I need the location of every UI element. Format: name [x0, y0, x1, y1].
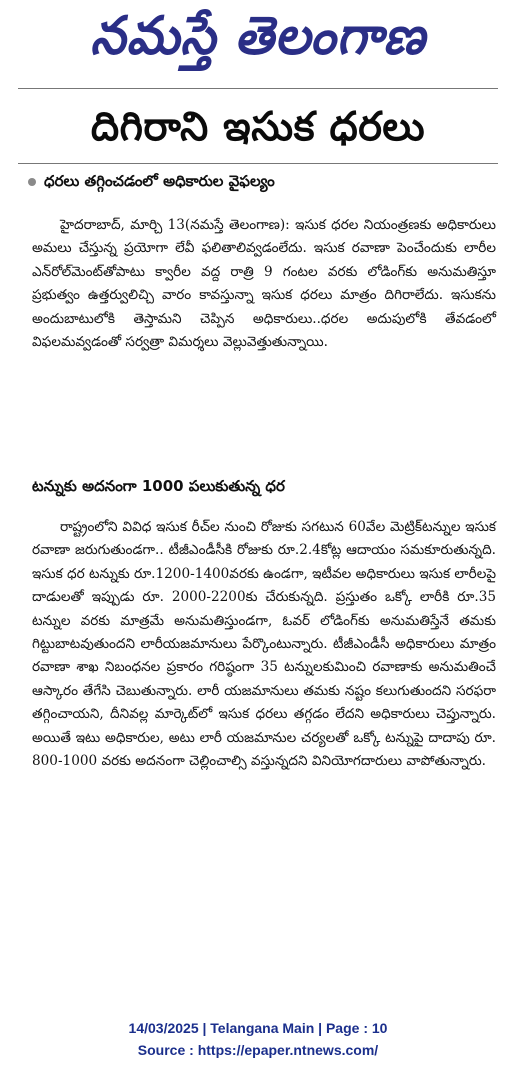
footer-source: Source : https://epaper.ntnews.com/ [137, 1042, 379, 1058]
article-paragraph-2: రాష్ట్రంలోని వివిధ ఇసుక రీచ్‌ల నుంచి రోజుకు సగటున 60వేల మెట్రిక్‌టన్నుల ఇసుక రవాణా జరుగుతుండగా.. టీజీఎండీసీకి రోజుకు రూ.2.4కోట్ల ఆదాయం సమకూరుతున్నది. ఇసుక ధర టన్నుకు రూ.1200-1400వరకు ఉండగా, ఇటీవల అధికారులు ఇసుక లారీలపై దాడులతో ఇప్పుడు రూ. 2000-2200కు చేరుకున్నది. ప్రస్తుతం ఒక్కో లారీకి రూ.35 టన్నుల వరకు మాత్రమే అనుమతిస్తుండగా, ఓవర్ లోడింగ్‌కు అనుమతిస్తేనే తమకు గిట్టుబాటవుతుందని లారీయజమానులు పేర్కొంటున్నారు. టీజీఎండీసీ అధికారులు మాత్రం రవాణా శాఖ నిబంధనల ప్రకారం గరిష్ఠంగా 35 టన్నులకుమించి రవాణాకు అనుమతించే ఆస్కారం తేగేసి చెబుతున్నారు. లారీ యజమానులు తమకు నష్టం కలుగుతుందని సరఫరా తగ్గించాయని, దీనివల్ల మార్కెట్‌లో ఇసుక ధరలు తగ్గడం లేదని అధికారులు చెప్తున్నారు. అయితే ఇటు అధికారుల, అటు లారీ యజమానుల చర్యలతో ఒక్కో టన్నుపై దాదాపు రూ. 800-1000 వరకు అదనంగా చెల్లించాల్సి వస్తున్నదని వినియోగదారులు వాపోతున్నారు. [32, 519, 496, 770]
footer-date-page: 14/03/2025 | Telangana Main | Page : 10 [128, 1020, 388, 1036]
article-kicker [28, 172, 275, 194]
article-paragraph-1: హైదరాబాద్, మార్చి 13(నమస్తే తెలంగాణ): ఇసుక ధరల నియంత్రణకు అధికారులు అమలు చేస్తున్న ప్రయోగా లేవీ ఫలితాలివ్వడంలేదు. ఇసుక రవాణా పెంచేందుకు లారీల ఎన్‌రోల్‌మెంట్‌తోపాటు క్వారీల వద్ద రాత్రి 9 గంటల వరకు లోడింగ్‌కు అనుమతిస్తూ ప్రభుత్వం ఉత్తర్వులిచ్చి వారం కావస్తున్నా ఇసుక ధరలు మాత్రం దిగిరాలేదు. ఇసుకను అందుబాటులోకి తెస్తామని చెప్పిన అధికారులు..ధరల అదుపులోకి తేవడంలో విఫలమవ్వడంతో సర్వత్రా విమర్శలు వెల్లువెత్తుతున్నాయి. [32, 217, 496, 351]
article-headline: దిగిరాని ఇసుక ధరలు [90, 104, 426, 150]
kicker-text: ధరలు తగ్గించడంలో అధికారుల వైఫల్యం [44, 172, 275, 190]
top-divider [18, 88, 498, 89]
bullet-icon [28, 178, 36, 186]
article-subheading: టన్నుకు అదనంగా 1000 పలుకుతున్న ధర [32, 477, 285, 495]
headline-divider [18, 163, 498, 164]
masthead-logo [0, 6, 516, 78]
masthead-title: నమస్తే తెలంగాణ [90, 4, 426, 66]
